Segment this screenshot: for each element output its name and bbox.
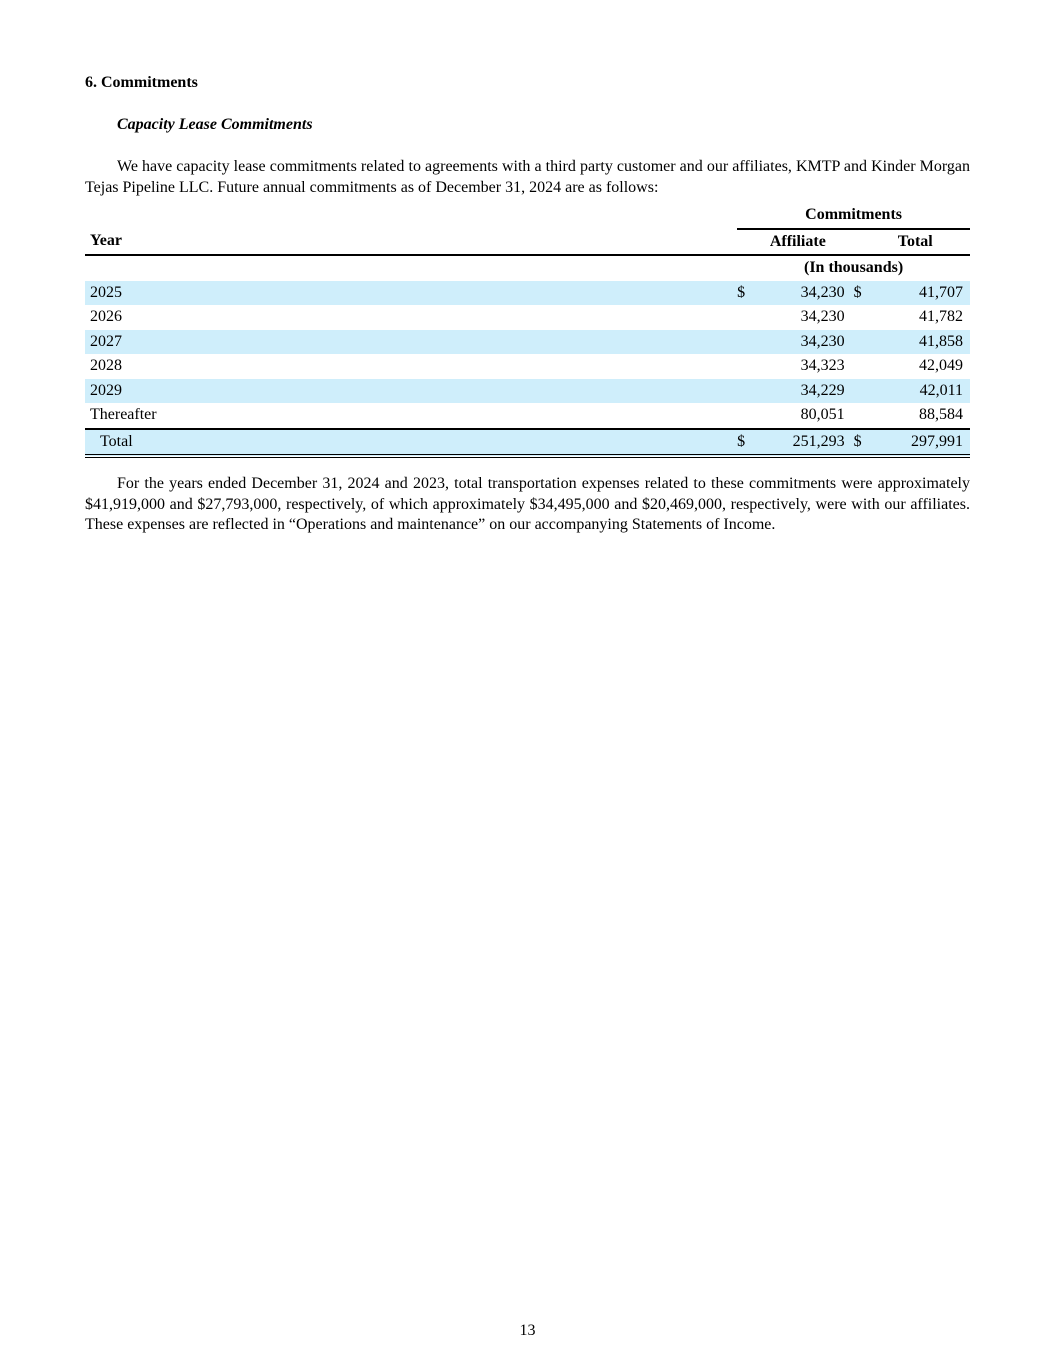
total-cell: 41,707: [867, 281, 970, 306]
year-cell: Thereafter: [85, 403, 737, 429]
affiliate-total-cell: 251,293: [751, 429, 851, 457]
section-title: 6. Commitments: [85, 74, 198, 91]
grand-total-cell: 297,991: [867, 429, 970, 457]
dollar-sign: $: [851, 281, 868, 306]
total-cell: 41,782: [919, 308, 963, 325]
year-cell: 2029: [85, 379, 737, 404]
year-cell: 2026: [90, 308, 122, 325]
year-cell: 2028: [90, 357, 122, 374]
total-row: [85, 429, 970, 457]
section-subtitle: Capacity Lease Commitments: [117, 116, 313, 133]
affiliate-cell: 80,051: [751, 403, 851, 429]
year-column-header: Year: [85, 229, 737, 256]
table-row: [85, 354, 970, 379]
total-cell: 42,011: [867, 379, 970, 404]
table-column-header-row: [85, 229, 970, 256]
total-cell: 41,858: [867, 330, 970, 355]
table-group-header-row: [85, 203, 970, 229]
commitments-group-header: Commitments: [737, 203, 970, 229]
affiliate-cell: 34,230: [751, 330, 851, 355]
affiliate-column-header: Affiliate: [751, 229, 851, 256]
total-column-header: Total: [867, 229, 970, 256]
total-cell: 88,584: [867, 403, 970, 429]
dollar-sign: $: [737, 429, 751, 457]
commitments-table: [85, 203, 970, 458]
page-number: 13: [519, 1322, 536, 1339]
affiliate-cell: 34,229: [751, 379, 851, 404]
intro-paragraph: We have capacity lease commitments related to agreements with a third party customer and our affiliates, KMTP and Kinder Morgan Tejas Pipeline LLC. Future annual commitments as of December 31, 2024 are as follows:: [85, 158, 970, 196]
year-cell: 2027: [85, 330, 737, 355]
table-row: [85, 305, 970, 330]
affiliate-cell: 34,323: [800, 357, 845, 374]
expenses-paragraph: For the years ended December 31, 2024 and 2023, total transportation expenses related to these commitments were approximately $41,919,000 and $27,793,000, respectively, of which approximately $34,495,000 and $20,469,000, respectively, were with our affiliates. These expenses are reflected in “Operations and maintenance” on our accompanying Statements of Income.: [85, 475, 970, 533]
year-cell: 2025: [85, 281, 737, 306]
table-row: [85, 330, 970, 355]
table-row: [85, 281, 970, 306]
table-row: [85, 403, 970, 429]
table-row: [85, 379, 970, 404]
affiliate-cell: 34,230: [800, 308, 845, 325]
dollar-sign: $: [737, 281, 751, 306]
units-label: (In thousands): [804, 259, 904, 276]
total-cell: 42,049: [919, 357, 963, 374]
units-row: [85, 255, 970, 281]
total-label: Total: [85, 429, 737, 457]
affiliate-cell: 34,230: [751, 281, 851, 306]
dollar-sign: $: [851, 429, 868, 457]
